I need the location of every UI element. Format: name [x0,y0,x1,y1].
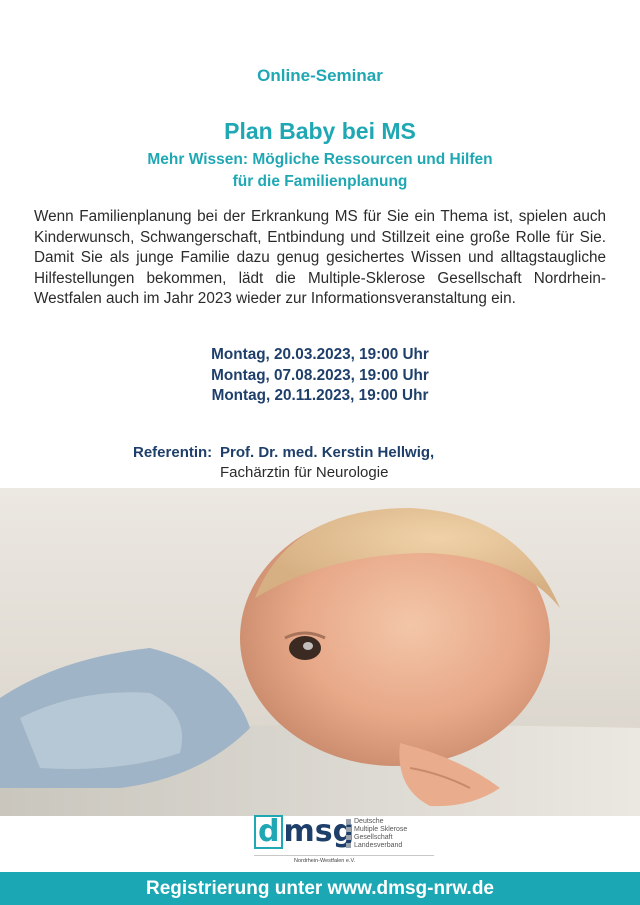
subtitle-line-2: für die Familienplanung [232,173,408,190]
logo-wordmark [254,814,354,849]
logo-msg: msg [283,814,355,849]
logo-org-lines [346,818,407,850]
page-subtitle [0,149,640,193]
logo-line-4: Landesverband [346,842,407,850]
page-title: Plan Baby bei MS [224,118,416,144]
logo-line-3: Gesellschaft [346,834,407,842]
logo-line-1: Deutsche [346,818,407,826]
speaker-label: Referentin: [133,444,213,461]
logo-d: d [254,815,283,849]
logo-subline: Nordrhein-Westfalen e.V. [294,858,356,864]
dmsg-logo [254,814,434,872]
intro-paragraph: Wenn Familienplanung bei der Erkrankung MS für Sie ein Thema ist, spielen auch Kinderwunsch, Schwangerschaft, Entbindung und Stillzeit eine große Rolle für Sie. Damit Sie als junge Familie dazu genug gesichertes Wissen und alltagstaugliche Hilfestellungen bekommen, lädt die Multiple-Sklerose Gesellschaft Nordrhein-Westfalen auch im Jahr 2023 wieder zur Informationsveranstaltung ein. [34,208,606,307]
subtitle-line-1: Mehr Wissen: Mögliche Ressourcen und Hilfen [147,151,493,168]
logo-line-2: Multiple Sklerose [346,826,407,834]
speaker-block [133,443,434,483]
speaker-role: Fachärztin für Neurologie [220,464,389,481]
speaker-name: Prof. Dr. med. Kerstin Hellwig, [220,444,435,461]
event-date-1: Montag, 20.03.2023, 19:00 Uhr [211,346,429,363]
baby-illustration [0,488,640,816]
event-date-2: Montag, 07.08.2023, 19:00 Uhr [211,366,429,384]
baby-photo [0,488,640,816]
registration-banner[interactable]: Registrierung unter www.dmsg-nrw.de [0,872,640,905]
logo-divider [254,855,434,856]
event-date-3: Montag, 20.11.2023, 19:00 Uhr [211,387,429,404]
event-type: Online-Seminar [257,66,383,85]
event-dates [0,345,640,407]
